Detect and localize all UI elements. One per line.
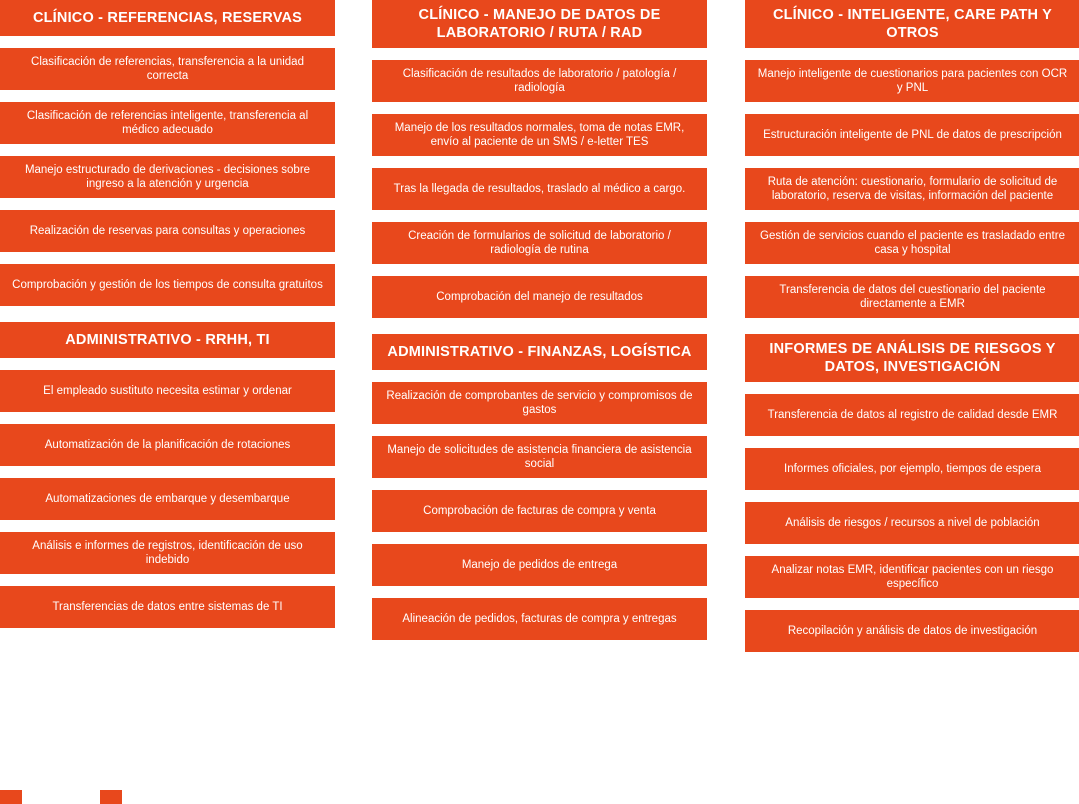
card-item[interactable]: Transferencia de datos del cuestionario del paciente directamente a EMR [745, 276, 1079, 318]
footer-marks [0, 788, 1079, 804]
card-item[interactable]: El empleado sustituto necesita estimar y ordenar [0, 370, 335, 412]
card-item[interactable]: Manejo de solicitudes de asistencia financiera de asistencia social [372, 436, 707, 478]
card-item[interactable]: Creación de formularios de solicitud de laboratorio / radiología de rutina [372, 222, 707, 264]
card-item[interactable]: Informes oficiales, por ejemplo, tiempos de espera [745, 448, 1079, 490]
card-item[interactable]: Manejo estructurado de derivaciones - decisiones sobre ingreso a la atención y urgencia [0, 156, 335, 198]
group-clinico-laboratorio [372, 0, 707, 318]
column-clinico-laboratorio [372, 0, 707, 640]
card-item[interactable]: Estructuración inteligente de PNL de datos de prescripción [745, 114, 1079, 156]
column-clinico-inteligente [745, 0, 1079, 652]
group-divider [372, 318, 707, 334]
card-item[interactable]: Automatizaciones de embarque y desembarque [0, 478, 335, 520]
group-divider [745, 318, 1079, 334]
card-item[interactable]: Clasificación de referencias inteligente, transferencia al médico adecuado [0, 102, 335, 144]
group-header: CLÍNICO - MANEJO DE DATOS DE LABORATORIO / RUTA / RAD [372, 0, 707, 48]
group-header: ADMINISTRATIVO - RRHH, TI [0, 322, 335, 358]
card-item[interactable]: Alineación de pedidos, facturas de compra y entregas [372, 598, 707, 640]
card-item[interactable]: Realización de reservas para consultas y operaciones [0, 210, 335, 252]
card-item[interactable]: Transferencias de datos entre sistemas de TI [0, 586, 335, 628]
group-administrativo-rrhh-ti [0, 322, 335, 628]
group-header: INFORMES DE ANÁLISIS DE RIESGOS Y DATOS, INVESTIGACIÓN [745, 334, 1079, 382]
group-header: ADMINISTRATIVO - FINANZAS, LOGÍSTICA [372, 334, 707, 370]
card-item[interactable]: Gestión de servicios cuando el paciente es trasladado entre casa y hospital [745, 222, 1079, 264]
group-administrativo-finanzas [372, 334, 707, 640]
card-item[interactable]: Manejo de los resultados normales, toma de notas EMR, envío al paciente de un SMS / e-letter TES [372, 114, 707, 156]
group-divider [0, 306, 335, 322]
card-item[interactable]: Analizar notas EMR, identificar pacientes con un riesgo específico [745, 556, 1079, 598]
card-item[interactable]: Comprobación de facturas de compra y venta [372, 490, 707, 532]
group-informes-riesgos [745, 334, 1079, 652]
card-item[interactable]: Manejo inteligente de cuestionarios para pacientes con OCR y PNL [745, 60, 1079, 102]
card-item[interactable]: Clasificación de referencias, transferencia a la unidad correcta [0, 48, 335, 90]
card-item[interactable]: Ruta de atención: cuestionario, formulario de solicitud de laboratorio, reserva de visitas, información del paciente [745, 168, 1079, 210]
card-item[interactable]: Recopilación y análisis de datos de investigación [745, 610, 1079, 652]
card-item[interactable]: Transferencia de datos al registro de calidad desde EMR [745, 394, 1079, 436]
card-item[interactable]: Tras la llegada de resultados, traslado al médico a cargo. [372, 168, 707, 210]
group-header: CLÍNICO - REFERENCIAS, RESERVAS [0, 0, 335, 36]
card-item[interactable]: Automatización de la planificación de rotaciones [0, 424, 335, 466]
card-item[interactable]: Análisis e informes de registros, identificación de uso indebido [0, 532, 335, 574]
card-item[interactable]: Análisis de riesgos / recursos a nivel de población [745, 502, 1079, 544]
card-item[interactable]: Clasificación de resultados de laboratorio / patología / radiología [372, 60, 707, 102]
group-header: CLÍNICO - INTELIGENTE, CARE PATH Y OTROS [745, 0, 1079, 48]
group-clinico-referencias [0, 0, 335, 306]
card-item[interactable]: Manejo de pedidos de entrega [372, 544, 707, 586]
card-item[interactable]: Comprobación y gestión de los tiempos de consulta gratuitos [0, 264, 335, 306]
card-item[interactable]: Realización de comprobantes de servicio y compromisos de gastos [372, 382, 707, 424]
footer-mark-second [100, 790, 122, 804]
column-clinico-referencias [0, 0, 335, 628]
footer-mark-left [0, 790, 22, 804]
group-clinico-inteligente [745, 0, 1079, 318]
card-item[interactable]: Comprobación del manejo de resultados [372, 276, 707, 318]
